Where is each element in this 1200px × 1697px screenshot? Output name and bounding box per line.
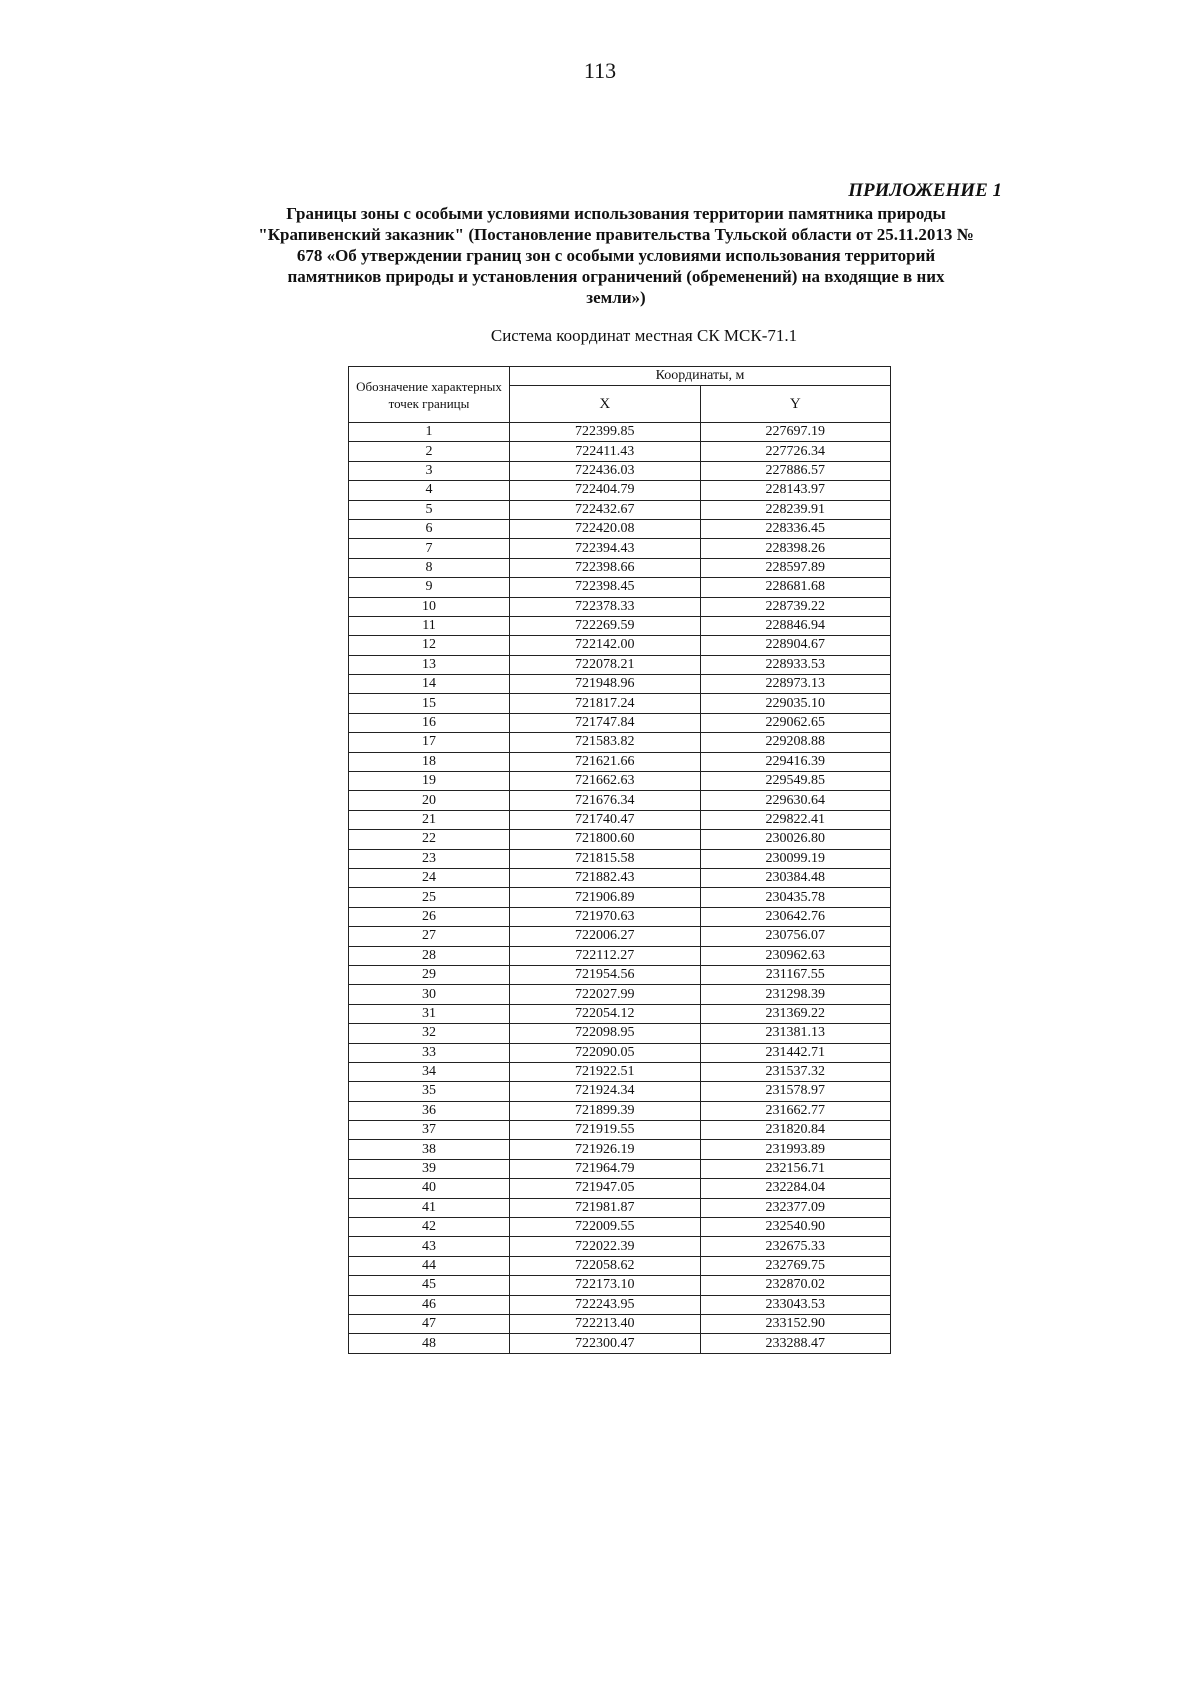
point-number-cell: 5 [349, 500, 510, 519]
y-coordinate-cell: 230384.48 [700, 868, 891, 887]
coordinates-table [348, 366, 891, 1354]
x-coordinate-cell: 722022.39 [510, 1237, 701, 1256]
table-row [349, 694, 891, 713]
x-coordinate-cell: 722411.43 [510, 442, 701, 461]
y-coordinate-cell: 229822.41 [700, 810, 891, 829]
y-coordinate-cell: 227697.19 [700, 423, 891, 442]
point-number-cell: 32 [349, 1024, 510, 1043]
y-coordinate-cell: 228846.94 [700, 616, 891, 635]
x-coordinate-cell: 722378.33 [510, 597, 701, 616]
x-coordinate-cell: 722300.47 [510, 1334, 701, 1353]
y-coordinate-cell: 231298.39 [700, 985, 891, 1004]
point-number-cell: 2 [349, 442, 510, 461]
y-coordinate-cell: 230962.63 [700, 946, 891, 965]
point-number-cell: 45 [349, 1276, 510, 1295]
table-row [349, 1334, 891, 1353]
point-number-cell: 29 [349, 965, 510, 984]
y-coordinate-cell: 230756.07 [700, 927, 891, 946]
x-coordinate-cell: 722399.85 [510, 423, 701, 442]
x-coordinate-cell: 721899.39 [510, 1101, 701, 1120]
x-coordinate-cell: 721954.56 [510, 965, 701, 984]
table-row [349, 830, 891, 849]
point-number-cell: 27 [349, 927, 510, 946]
table-row [349, 946, 891, 965]
x-coordinate-cell: 722398.66 [510, 558, 701, 577]
x-coordinate-cell: 722269.59 [510, 616, 701, 635]
point-number-cell: 39 [349, 1159, 510, 1178]
point-number-cell: 46 [349, 1295, 510, 1314]
x-coordinate-cell: 722420.08 [510, 519, 701, 538]
y-coordinate-cell: 230026.80 [700, 830, 891, 849]
x-coordinate-cell: 721800.60 [510, 830, 701, 849]
table-row [349, 636, 891, 655]
coordinate-system-label: Система координат местная СК МСК-71.1 [490, 326, 798, 345]
table-row [349, 752, 891, 771]
point-number-cell: 7 [349, 539, 510, 558]
table-row [349, 849, 891, 868]
table-row [349, 1179, 891, 1198]
x-coordinate-cell: 721882.43 [510, 868, 701, 887]
x-coordinate-cell: 722398.45 [510, 578, 701, 597]
table-row [349, 481, 891, 500]
y-coordinate-cell: 228933.53 [700, 655, 891, 674]
point-number-cell: 16 [349, 713, 510, 732]
table-row [349, 1101, 891, 1120]
x-coordinate-cell: 722054.12 [510, 1004, 701, 1023]
point-number-cell: 19 [349, 772, 510, 791]
y-coordinate-cell: 229416.39 [700, 752, 891, 771]
x-coordinate-cell: 722009.55 [510, 1218, 701, 1237]
y-coordinate-cell: 233152.90 [700, 1314, 891, 1333]
y-coordinate-cell: 232156.71 [700, 1159, 891, 1178]
y-coordinate-cell: 231167.55 [700, 965, 891, 984]
table-row [349, 442, 891, 461]
x-coordinate-cell: 722112.27 [510, 946, 701, 965]
x-coordinate-cell: 722090.05 [510, 1043, 701, 1062]
table-row [349, 519, 891, 538]
point-number-cell: 6 [349, 519, 510, 538]
x-coordinate-cell: 722432.67 [510, 500, 701, 519]
point-number-cell: 42 [349, 1218, 510, 1237]
x-coordinate-cell: 722243.95 [510, 1295, 701, 1314]
x-coordinate-cell: 722027.99 [510, 985, 701, 1004]
x-coordinate-cell: 721676.34 [510, 791, 701, 810]
table-row [349, 888, 891, 907]
table-row [349, 733, 891, 752]
point-number-cell: 15 [349, 694, 510, 713]
x-coordinate-cell: 722404.79 [510, 481, 701, 500]
x-coordinate-cell: 721981.87 [510, 1198, 701, 1217]
x-coordinate-cell: 722006.27 [510, 927, 701, 946]
x-coordinate-cell: 721947.05 [510, 1179, 701, 1198]
point-number-cell: 3 [349, 461, 510, 480]
x-coordinate-cell: 721926.19 [510, 1140, 701, 1159]
point-number-cell: 24 [349, 868, 510, 887]
y-coordinate-cell: 227726.34 [700, 442, 891, 461]
table-row [349, 1295, 891, 1314]
point-number-cell: 14 [349, 675, 510, 694]
heading-line: Границы зоны с особыми условиями использования территории памятника природы [286, 204, 946, 223]
heading-line: памятников природы и установления ограничений (обременений) на входящие в них [287, 267, 945, 286]
table-row [349, 1043, 891, 1062]
point-number-cell: 40 [349, 1179, 510, 1198]
point-number-cell: 41 [349, 1198, 510, 1217]
table-row [349, 1121, 891, 1140]
table-row [349, 985, 891, 1004]
appendix-label: ПРИЛОЖЕНИЕ 1 [848, 180, 1002, 201]
points-column-header: Обозначение характерных точек границы [349, 367, 510, 423]
y-coordinate-cell: 232870.02 [700, 1276, 891, 1295]
x-coordinate-cell: 722213.40 [510, 1314, 701, 1333]
x-coordinate-cell: 722142.00 [510, 636, 701, 655]
x-coordinate-cell: 721924.34 [510, 1082, 701, 1101]
x-coordinate-cell: 721948.96 [510, 675, 701, 694]
y-coordinate-cell: 231993.89 [700, 1140, 891, 1159]
x-coordinate-cell: 721747.84 [510, 713, 701, 732]
y-coordinate-cell: 230642.76 [700, 907, 891, 926]
point-number-cell: 33 [349, 1043, 510, 1062]
table-row [349, 965, 891, 984]
table-row [349, 461, 891, 480]
table-row [349, 1140, 891, 1159]
x-coordinate-cell: 721621.66 [510, 752, 701, 771]
point-number-cell: 22 [349, 830, 510, 849]
table-row [349, 772, 891, 791]
y-coordinate-cell: 232769.75 [700, 1256, 891, 1275]
point-number-cell: 8 [349, 558, 510, 577]
y-coordinate-cell: 229062.65 [700, 713, 891, 732]
x-coordinate-cell: 722436.03 [510, 461, 701, 480]
table-row [349, 1062, 891, 1081]
point-number-cell: 18 [349, 752, 510, 771]
table-row [349, 713, 891, 732]
document-heading [232, 203, 1000, 308]
table-row [349, 1256, 891, 1275]
point-number-cell: 9 [349, 578, 510, 597]
point-number-cell: 36 [349, 1101, 510, 1120]
point-number-cell: 43 [349, 1237, 510, 1256]
y-coordinate-cell: 231537.32 [700, 1062, 891, 1081]
page-number: 113 [583, 58, 617, 83]
table-row [349, 927, 891, 946]
table-row [349, 578, 891, 597]
x-coordinate-cell: 721740.47 [510, 810, 701, 829]
point-number-cell: 17 [349, 733, 510, 752]
point-number-cell: 34 [349, 1062, 510, 1081]
point-number-cell: 25 [349, 888, 510, 907]
point-number-cell: 10 [349, 597, 510, 616]
point-number-cell: 37 [349, 1121, 510, 1140]
y-coordinate-cell: 232377.09 [700, 1198, 891, 1217]
y-coordinate-cell: 228143.97 [700, 481, 891, 500]
table-row [349, 423, 891, 442]
point-number-cell: 20 [349, 791, 510, 810]
table-row [349, 675, 891, 694]
point-number-cell: 12 [349, 636, 510, 655]
y-coordinate-cell: 229208.88 [700, 733, 891, 752]
table-row [349, 1314, 891, 1333]
x-coordinate-cell: 721815.58 [510, 849, 701, 868]
point-number-cell: 4 [349, 481, 510, 500]
table-row [349, 1276, 891, 1295]
table-row [349, 1004, 891, 1023]
y-coordinate-cell: 231369.22 [700, 1004, 891, 1023]
point-number-cell: 31 [349, 1004, 510, 1023]
table-row [349, 616, 891, 635]
y-coordinate-cell: 228739.22 [700, 597, 891, 616]
point-number-cell: 38 [349, 1140, 510, 1159]
point-number-cell: 30 [349, 985, 510, 1004]
y-coordinate-cell: 231578.97 [700, 1082, 891, 1101]
table-row [349, 907, 891, 926]
x-coordinate-cell: 722058.62 [510, 1256, 701, 1275]
y-coordinate-cell: 230435.78 [700, 888, 891, 907]
y-coordinate-cell: 233043.53 [700, 1295, 891, 1314]
y-coordinate-cell: 228681.68 [700, 578, 891, 597]
table-row [349, 1218, 891, 1237]
x-coordinate-cell: 721922.51 [510, 1062, 701, 1081]
x-column-header: X [510, 386, 701, 423]
point-number-cell: 28 [349, 946, 510, 965]
y-coordinate-cell: 233288.47 [700, 1334, 891, 1353]
table-row [349, 868, 891, 887]
point-number-cell: 11 [349, 616, 510, 635]
y-coordinate-cell: 228398.26 [700, 539, 891, 558]
heading-line: земли») [586, 288, 646, 307]
heading-line: 678 «Об утверждении границ зон с особыми условиями использования территорий [296, 246, 936, 265]
y-coordinate-cell: 231820.84 [700, 1121, 891, 1140]
y-coordinate-cell: 228597.89 [700, 558, 891, 577]
x-coordinate-cell: 721964.79 [510, 1159, 701, 1178]
x-coordinate-cell: 722098.95 [510, 1024, 701, 1043]
point-number-cell: 47 [349, 1314, 510, 1333]
x-coordinate-cell: 722394.43 [510, 539, 701, 558]
table-row [349, 1082, 891, 1101]
point-number-cell: 21 [349, 810, 510, 829]
table-row [349, 655, 891, 674]
point-number-cell: 35 [349, 1082, 510, 1101]
x-coordinate-cell: 721662.63 [510, 772, 701, 791]
x-coordinate-cell: 721919.55 [510, 1121, 701, 1140]
point-number-cell: 48 [349, 1334, 510, 1353]
table-row [349, 1159, 891, 1178]
heading-line: "Крапивенский заказник" (Постановление правительства Тульской области от 25.11.2013 № [258, 225, 974, 244]
table-row [349, 1198, 891, 1217]
table-row [349, 1024, 891, 1043]
y-coordinate-cell: 231381.13 [700, 1024, 891, 1043]
x-coordinate-cell: 721906.89 [510, 888, 701, 907]
table-row [349, 558, 891, 577]
y-coordinate-cell: 229035.10 [700, 694, 891, 713]
y-coordinate-cell: 228973.13 [700, 675, 891, 694]
y-coordinate-cell: 231442.71 [700, 1043, 891, 1062]
x-coordinate-cell: 721970.63 [510, 907, 701, 926]
y-coordinate-cell: 227886.57 [700, 461, 891, 480]
y-coordinate-cell: 232284.04 [700, 1179, 891, 1198]
table-row [349, 810, 891, 829]
x-coordinate-cell: 721583.82 [510, 733, 701, 752]
y-coordinate-cell: 232540.90 [700, 1218, 891, 1237]
coords-column-header: Координаты, м [510, 367, 891, 386]
coordinates-table-body [349, 423, 891, 1354]
point-number-cell: 23 [349, 849, 510, 868]
y-coordinate-cell: 228239.91 [700, 500, 891, 519]
y-coordinate-cell: 228904.67 [700, 636, 891, 655]
point-number-cell: 1 [349, 423, 510, 442]
point-number-cell: 26 [349, 907, 510, 926]
point-number-cell: 44 [349, 1256, 510, 1275]
y-coordinate-cell: 232675.33 [700, 1237, 891, 1256]
table-row [349, 500, 891, 519]
x-coordinate-cell: 722173.10 [510, 1276, 701, 1295]
table-row [349, 539, 891, 558]
y-coordinate-cell: 229549.85 [700, 772, 891, 791]
x-coordinate-cell: 722078.21 [510, 655, 701, 674]
y-coordinate-cell: 231662.77 [700, 1101, 891, 1120]
x-coordinate-cell: 721817.24 [510, 694, 701, 713]
table-row [349, 597, 891, 616]
y-coordinate-cell: 229630.64 [700, 791, 891, 810]
y-coordinate-cell: 228336.45 [700, 519, 891, 538]
y-coordinate-cell: 230099.19 [700, 849, 891, 868]
table-row [349, 791, 891, 810]
point-number-cell: 13 [349, 655, 510, 674]
table-row [349, 1237, 891, 1256]
y-column-header: Y [700, 386, 891, 423]
